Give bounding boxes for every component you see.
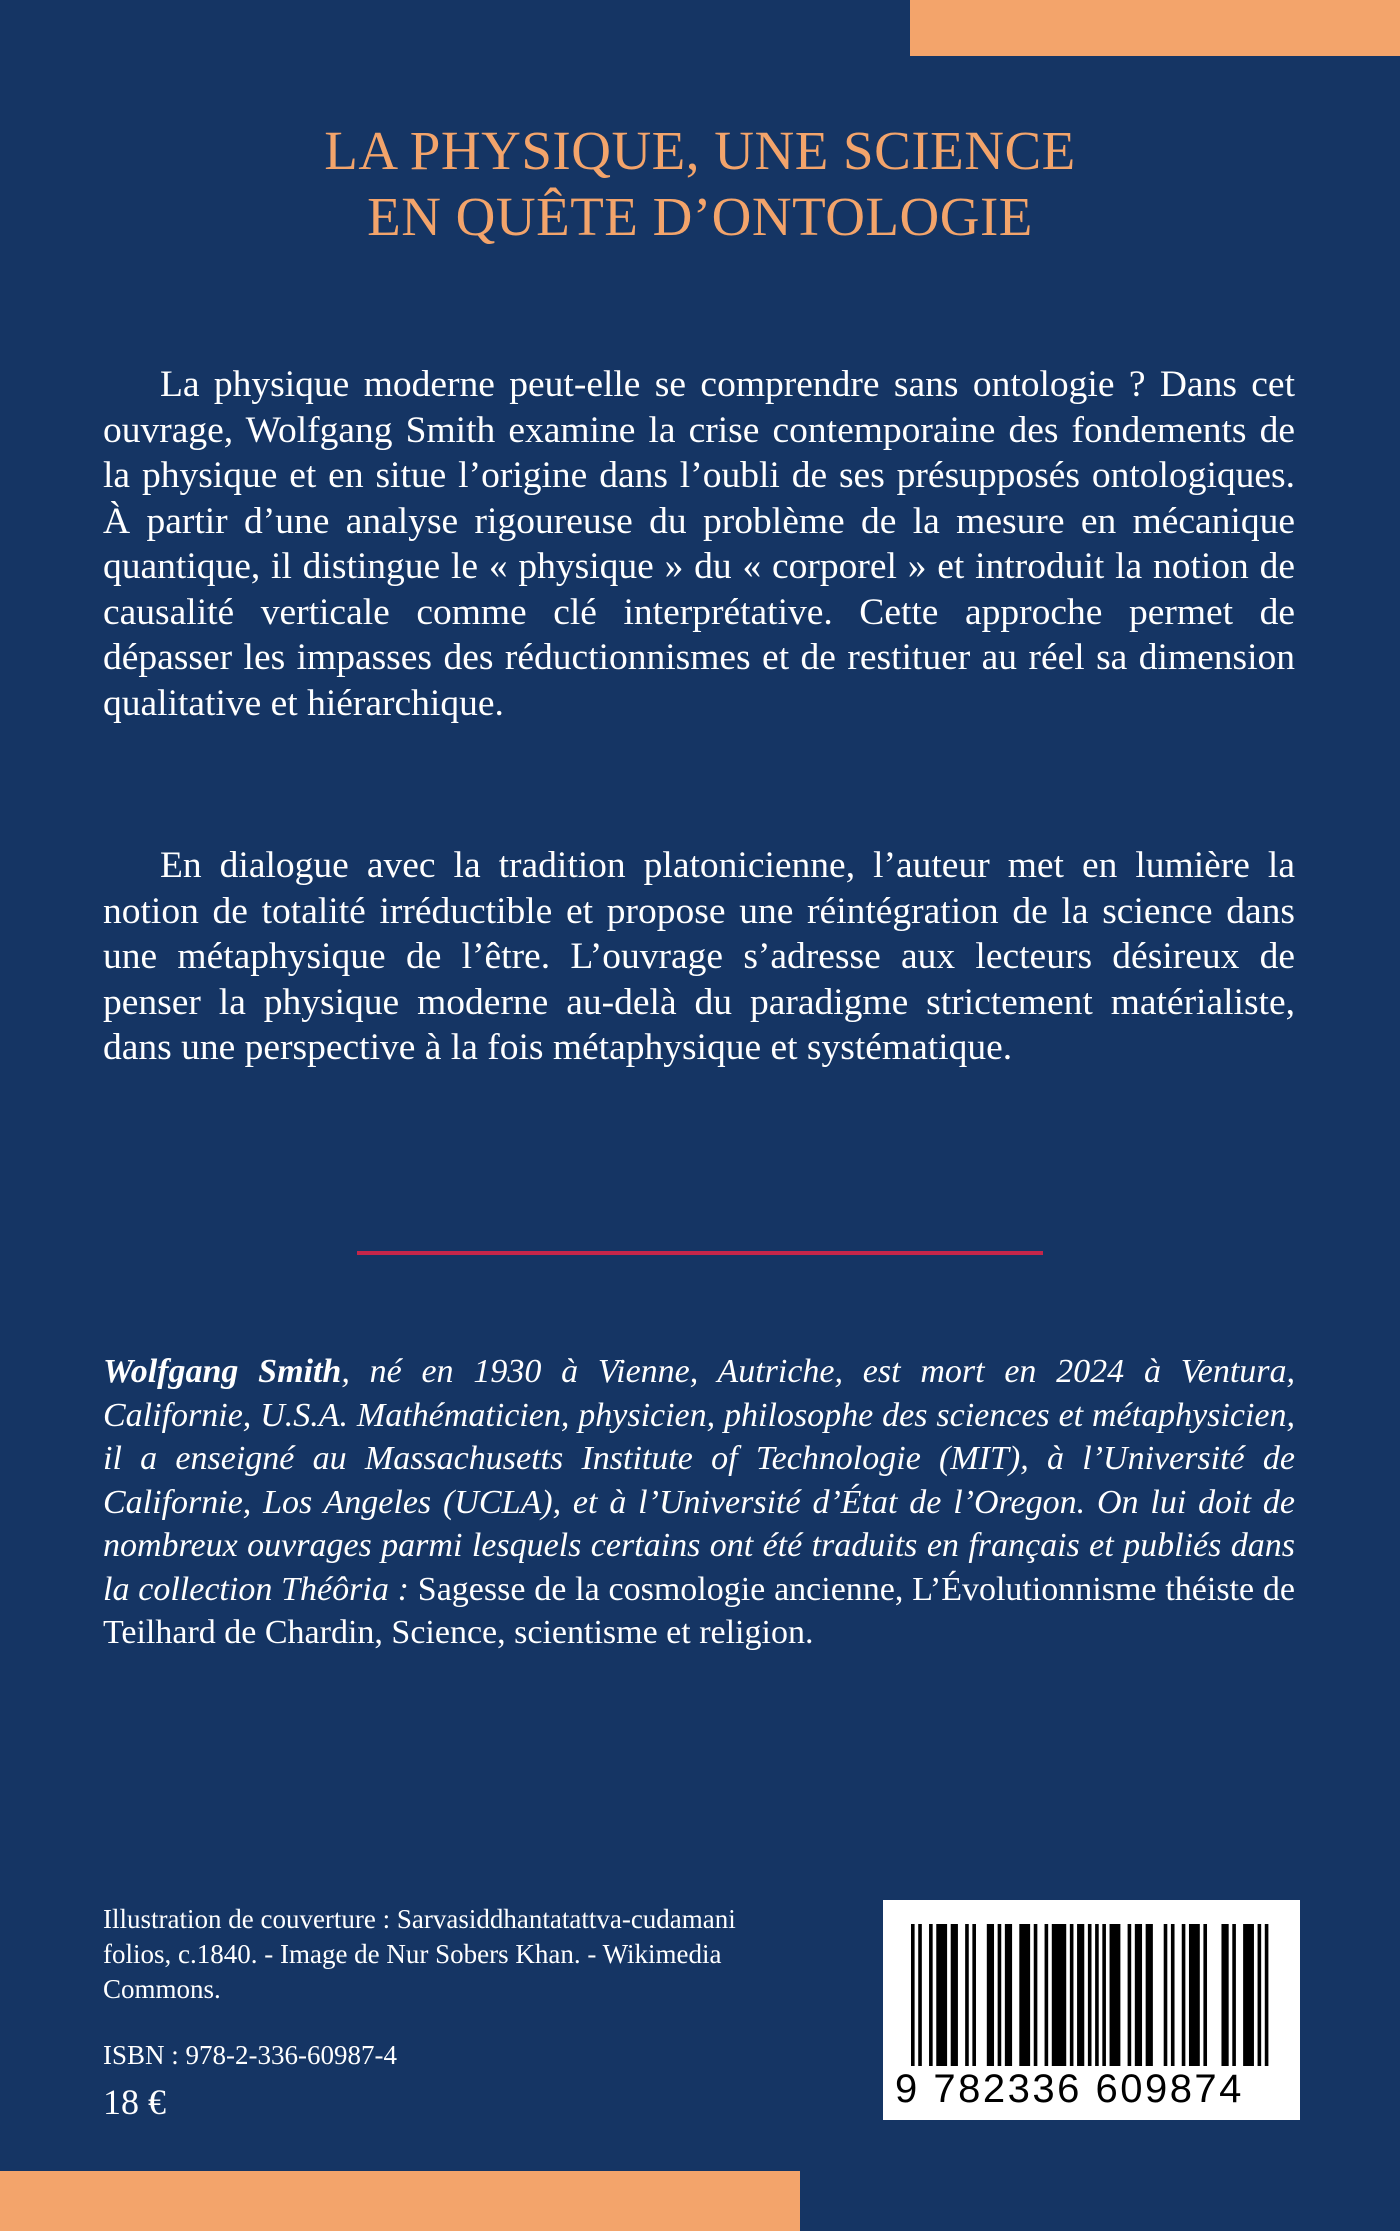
barcode-bar	[1128, 1924, 1132, 2066]
barcode-bar	[1045, 1924, 1049, 2066]
author-bio	[103, 1350, 1295, 1655]
barcode-bar	[1019, 1924, 1030, 2066]
barcode-bar	[1221, 1924, 1228, 2066]
barcode-bar	[1258, 1924, 1262, 2066]
top-accent-band	[910, 0, 1400, 56]
barcode-bar	[1095, 1924, 1099, 2066]
barcode-bar	[1102, 1924, 1106, 2066]
barcode-bar	[987, 1924, 994, 2066]
barcode-bar	[1243, 1924, 1254, 2066]
isbn: ISBN : 978-2-336-60987-4	[103, 2040, 397, 2070]
barcode-bar	[936, 1924, 947, 2066]
cover-illustration-credit: Illustration de couverture : Sarvasiddhantatattva-cudamani folios, c.1840. - Image de Nur Sobers Khan. - Wikimedia Commons.	[103, 1904, 736, 2004]
barcode-bar	[1005, 1924, 1012, 2066]
barcode-bar	[1164, 1924, 1168, 2066]
blurb-paragraph-2: En dialogue avec la tradition platonicienne, l’auteur met en lumière la notion de totalité irréductible et propose une réintégration de la science dans une métaphysique de l’être. L’ouvrage s’adresse aux lecteurs désireux de penser la physique moderne au-delà du paradigme strictement matérialiste, dans une perspective à la fois métaphysique et systématique.	[103, 845, 1295, 1068]
barcode-bar	[1265, 1924, 1269, 2066]
author-name: Wolfgang Smith	[103, 1353, 342, 1390]
barcode-bar	[911, 1924, 915, 2066]
book-title	[0, 118, 1400, 250]
barcode-bar	[998, 1924, 1002, 2066]
barcode-bar	[1232, 1924, 1236, 2066]
barcode-bar	[1189, 1924, 1200, 2066]
barcode-bar	[1182, 1924, 1186, 2066]
barcode-bar	[918, 1924, 922, 2066]
bottom-accent-band	[0, 2171, 800, 2231]
barcode-bar	[965, 1924, 969, 2066]
barcode-bar	[1034, 1924, 1038, 2066]
author-bio-italic: , né en 1930 à Vienne, Autriche, est mort en 2024 à Ventura, Californie, U.S.A. Mathématicien, physicien, philosophe des sciences et métaphysicien, il a enseigné au Massachusetts Institute of Technologie (MIT), à l’Université de Californie, Los Angeles (UCLA), et à l’Université d’État de l’Oregon. On lui doit de nombreux ouvrages parmi lesquels certains ont été traduits en français et publiés dans la collection Théôria :	[103, 1353, 1296, 1608]
title-line-1: LA PHYSIQUE, UNE SCIENCE	[324, 120, 1076, 181]
barcode-bar	[951, 1924, 958, 2066]
blurb-paragraph-1: La physique moderne peut-elle se comprendre sans ontologie ? Dans cet ouvrage, Wolfgang Smith examine la crise contemporaine des fondements de la physique et en situe l’origine dans l’oubli de ses présupposés ontologiques. À partir d’une analyse rigoureuse du problème de la mesure en mécanique quantique, il distingue le « physique » du « corporel » et introduit la notion de causalité verticale comme clé interprétative. Cette approche permet de dépasser les impasses des réductionnismes et de restituer au réel sa dimension qualitative et hiérarchique.	[103, 364, 1295, 724]
barcode-bar	[1171, 1924, 1175, 2066]
barcode-bars	[911, 1924, 1272, 2066]
barcode-bar	[1135, 1924, 1142, 2066]
author-bio-titles: Sagesse de la cosmologie ancienne, L’Évolutionnisme théiste de Teilhard de Chardin, Science, scientisme et religion.	[103, 1570, 1295, 1651]
barcode-bar	[1052, 1924, 1066, 2066]
barcode	[883, 1900, 1300, 2120]
title-line-2: EN QUÊTE D’ONTOLOGIE	[367, 186, 1033, 247]
divider-line	[357, 1251, 1043, 1255]
barcode-bar	[1146, 1924, 1153, 2066]
barcode-bar	[1203, 1924, 1207, 2066]
barcode-digits: 9 782336 609874	[895, 2067, 1244, 2111]
barcode-bar	[1110, 1924, 1121, 2066]
barcode-bar	[1070, 1924, 1074, 2066]
barcode-bar	[1088, 1924, 1092, 2066]
barcode-bar	[1077, 1924, 1084, 2066]
barcode-bar	[929, 1924, 933, 2066]
barcode-bar	[972, 1924, 976, 2066]
price: 18 €	[103, 2082, 166, 2122]
